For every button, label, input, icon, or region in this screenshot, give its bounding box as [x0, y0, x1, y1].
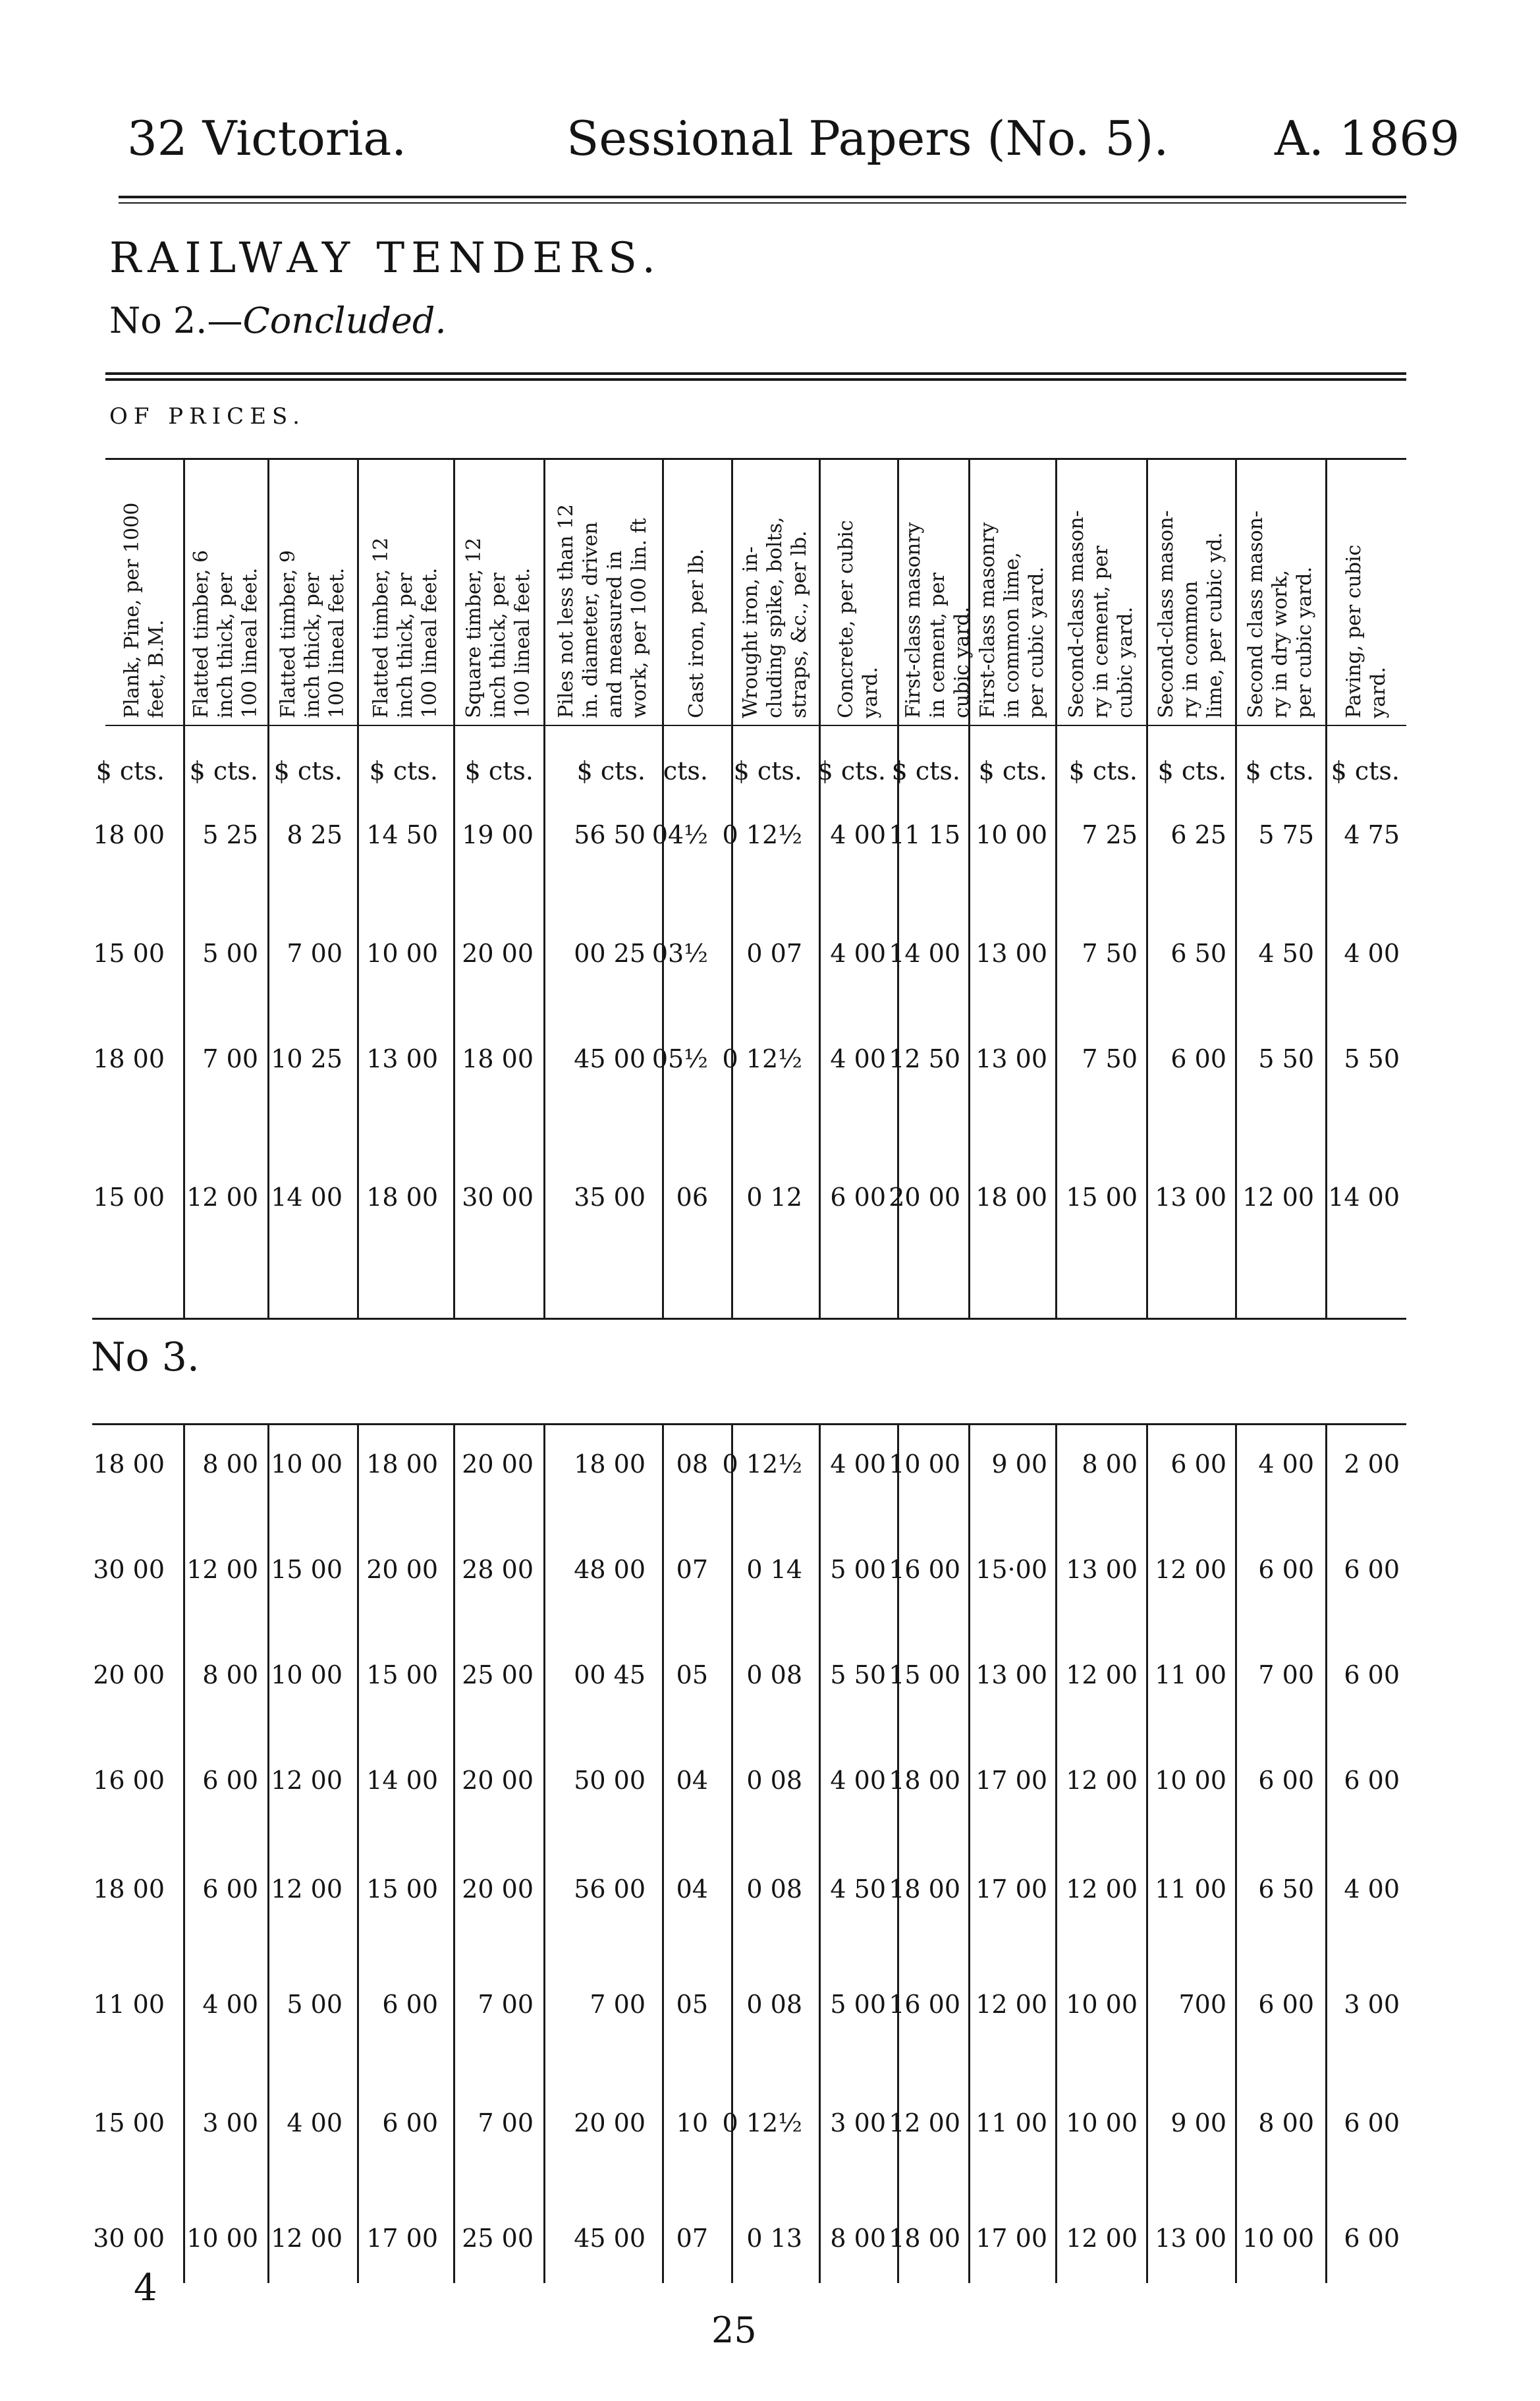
table-cell: 18 00	[93, 1875, 165, 1904]
column-header-line: feet, B.M.	[145, 619, 168, 718]
table-cell: 6 25	[1170, 820, 1226, 849]
table-cell: 35 00	[574, 1183, 646, 1212]
table-cell: 0 08	[746, 1875, 802, 1904]
table-cell: 30 00	[93, 1555, 165, 1584]
table-cell: 12 00	[1066, 2224, 1138, 2253]
table-cell: 10 00	[889, 1450, 960, 1479]
column-header-line: 100 lineal feet.	[418, 567, 441, 718]
table-cell: 6 00	[1344, 1660, 1400, 1689]
table-cell: 7 00	[478, 2108, 534, 2137]
table-cell: 25 00	[462, 1660, 534, 1689]
table-cell: 18 00	[366, 1183, 438, 1212]
table-cell: 5 00	[830, 1990, 886, 2019]
table-cell: 5 50	[1344, 1044, 1400, 1073]
table-cell: 19 00	[462, 820, 534, 849]
column-divider	[1146, 1425, 1148, 2283]
column-header-line: Cast iron, per lb.	[685, 548, 708, 718]
column-header-line: cluding spike, bolts,	[763, 517, 786, 718]
table-cell: 10 00	[1242, 2224, 1314, 2253]
table-cell: 14 00	[271, 1183, 343, 1212]
table-cell: 10 00	[186, 2224, 258, 2253]
table-cell: 7 50	[1082, 1044, 1138, 1073]
table-cell: 30 00	[93, 2224, 165, 2253]
table-cell: 6 00	[1344, 1766, 1400, 1795]
table-cell: 6 00	[202, 1766, 258, 1795]
column-header-line: Second-class mason-	[1155, 510, 1178, 718]
table-cell: 10 00	[976, 820, 1047, 849]
table-cell: 7 00	[478, 1990, 534, 2019]
column-header-line: cubic yard.	[1113, 606, 1137, 718]
table-cell: 10 00	[1066, 1990, 1138, 2019]
table-cell: 6 00	[830, 1183, 886, 1212]
column-header-line: and measured in	[603, 550, 626, 718]
table-cell: 8 00	[1082, 1450, 1138, 1479]
table-cell: 18 00	[93, 1450, 165, 1479]
column-header-line: Concrete, per cubic	[834, 520, 858, 718]
table-cell: 0 12	[746, 1183, 802, 1212]
table-cell: 10 00	[1155, 1766, 1226, 1795]
table-cell: 0 12½	[722, 1450, 802, 1479]
table-cell: 8 00	[202, 1660, 258, 1689]
column-header-line: yard.	[858, 667, 882, 718]
table-cell: 13 00	[366, 1044, 438, 1073]
table-cell: 15 00	[366, 1875, 438, 1904]
table-cell: 0 14	[746, 1555, 802, 1584]
column-header-line: in common lime,	[1000, 551, 1024, 718]
table-cell: 6 00	[1344, 2224, 1400, 2253]
table-cell: 12 00	[271, 1766, 343, 1795]
column-header-line: First-class masonry	[976, 522, 999, 718]
running-header-left: 32 Victoria.	[127, 111, 407, 166]
table-cell: 6 00	[1170, 1044, 1226, 1073]
table-cell: 12 00	[976, 1990, 1047, 2019]
column-divider	[453, 1425, 455, 2283]
column-header-line: ry in common	[1179, 580, 1202, 718]
table-cell: 4 00	[830, 820, 886, 849]
table-cell: 07	[676, 2224, 708, 2253]
table-cell: 9 00	[1170, 2108, 1226, 2137]
column-unit: $ cts.	[978, 756, 1047, 785]
column-unit: $ cts.	[273, 756, 343, 785]
table-cell: 3 00	[830, 2108, 886, 2137]
table-cell: 17 00	[976, 2224, 1047, 2253]
column-header-line: per cubic yard.	[1024, 566, 1048, 718]
column-divider	[968, 1425, 970, 2283]
table-cell: 6 00	[1258, 1990, 1314, 2019]
table-cell: 0 12½	[722, 820, 802, 849]
table-cell: 48 00	[574, 1555, 646, 1584]
column-header-line: 100 lineal feet.	[238, 567, 261, 718]
table-cell: 8 00	[202, 1450, 258, 1479]
page-subtitle: No 2.—Concluded.	[109, 300, 447, 341]
column-header-line: straps, &c., per lb.	[788, 530, 811, 718]
table-cell: 18 00	[366, 1450, 438, 1479]
table-cell: 20 00	[366, 1555, 438, 1584]
table-cell: 13 00	[1155, 2224, 1226, 2253]
table-cell: 12 00	[1066, 1766, 1138, 1795]
table-cell: 7 00	[202, 1044, 258, 1073]
table-cell: 05	[676, 1990, 708, 2019]
footer-mark: 4	[134, 2267, 157, 2309]
table-cell: 18 00	[889, 1766, 960, 1795]
column-header-line: Square timber, 12	[462, 538, 485, 718]
table-cell: 04	[676, 1766, 708, 1795]
column-header-line: inch thick, per	[213, 573, 237, 718]
table-cell: 15 00	[889, 1660, 960, 1689]
table-cell: 4 00	[830, 1044, 886, 1073]
section-3-label: No 3.	[91, 1334, 200, 1380]
table-cell: 5 00	[287, 1990, 343, 2019]
table-cell: 7 50	[1082, 939, 1138, 968]
table-cell: 15·00	[976, 1555, 1047, 1584]
table-cell: 45 00	[574, 1044, 646, 1073]
column-header-line: Wrought iron, in-	[739, 546, 762, 718]
table-cell: 18 00	[93, 820, 165, 849]
table-cell: 03½	[651, 939, 708, 968]
table-cell: 12 00	[1155, 1555, 1226, 1584]
column-header-line: inch thick, per	[487, 573, 510, 718]
table-cell: 20 00	[93, 1660, 165, 1689]
table-cell: 6 50	[1170, 939, 1226, 968]
table-cell: 12 00	[186, 1183, 258, 1212]
table-cell: 4 50	[1258, 939, 1314, 968]
table-cell: 13 00	[976, 939, 1047, 968]
table-cell: 4 00	[287, 2108, 343, 2137]
table-cell: 5 50	[830, 1660, 886, 1689]
column-header-line: Second-class mason-	[1064, 510, 1088, 718]
table-cell: 15 00	[93, 1183, 165, 1212]
table-cell: 6 00	[202, 1875, 258, 1904]
table-cell: 25 00	[462, 2224, 534, 2253]
table-cell: 2 00	[1344, 1450, 1400, 1479]
table-cell: 0 12½	[722, 2108, 802, 2137]
table-cell: 17 00	[366, 2224, 438, 2253]
table-cell: 05½	[651, 1044, 708, 1073]
table-cell: 12 50	[889, 1044, 960, 1073]
table-cell: 16 00	[93, 1766, 165, 1795]
column-header-line: Second class mason-	[1244, 510, 1267, 718]
table-cell: 16 00	[889, 1555, 960, 1584]
table-cell: 18 00	[976, 1183, 1047, 1212]
table-cell: 0 13	[746, 2224, 802, 2253]
column-header-line: in. diameter, driven	[579, 522, 602, 718]
table-cell: 12 00	[1066, 1875, 1138, 1904]
table-cell: 11 00	[1155, 1875, 1226, 1904]
column-divider	[183, 1425, 185, 2283]
table-cell: 11 00	[976, 2108, 1047, 2137]
table-cell: 4 00	[830, 939, 886, 968]
column-unit: $ cts.	[189, 756, 258, 785]
column-unit: $ cts.	[817, 756, 886, 785]
column-header-line: cubic yard.	[950, 606, 974, 718]
table-cell: 10 00	[366, 939, 438, 968]
column-divider	[731, 1425, 733, 2283]
table-cell: 0 12½	[722, 1044, 802, 1073]
table-cell: 7 25	[1082, 820, 1138, 849]
table-cell: 12 00	[271, 2224, 343, 2253]
table-cell: 0 08	[746, 1990, 802, 2019]
table-cell: 20 00	[889, 1183, 960, 1212]
column-header-line: Flatted timber, 12	[369, 537, 393, 718]
table-cell: 15 00	[93, 939, 165, 968]
table-cell: 11 00	[1155, 1660, 1226, 1689]
table-cell: 8 00	[830, 2224, 886, 2253]
table-cell: 4 00	[830, 1450, 886, 1479]
page-number: 25	[711, 2309, 757, 2351]
table-cell: 14 50	[366, 820, 438, 849]
table-cell: 20 00	[462, 939, 534, 968]
column-header-line: ry in dry work,	[1269, 569, 1292, 718]
column-unit: $ cts.	[1245, 756, 1314, 785]
table-cell: 5 00	[202, 939, 258, 968]
column-divider	[1235, 1425, 1237, 2283]
column-header-line: in cement, per	[926, 573, 949, 718]
table-cell: 4 00	[830, 1766, 886, 1795]
table-cell: 7 00	[590, 1990, 646, 2019]
table-cell: 56 00	[574, 1875, 646, 1904]
table-cell: 4 00	[202, 1990, 258, 2019]
column-header-line: inch thick, per	[393, 573, 417, 718]
table-cell: 11 15	[889, 820, 960, 849]
table-cell: 13 00	[976, 1660, 1047, 1689]
table-cell: 18 00	[462, 1044, 534, 1073]
column-unit: $ cts.	[576, 756, 646, 785]
table-cell: 08	[676, 1450, 708, 1479]
table-cell: 7 00	[287, 939, 343, 968]
column-divider	[1325, 1425, 1327, 2283]
table-cell: 8 25	[287, 820, 343, 849]
table-cell: 0 07	[746, 939, 802, 968]
table-cell: 6 00	[1258, 1766, 1314, 1795]
table-cell: 45 00	[574, 2224, 646, 2253]
column-header-line: per cubic yard.	[1293, 566, 1316, 718]
table-cell: 4 75	[1344, 820, 1400, 849]
table-cell: 0 08	[746, 1766, 802, 1795]
table-cell: 17 00	[976, 1766, 1047, 1795]
table-cell: 15 00	[271, 1555, 343, 1584]
table-cell: 7 00	[1258, 1660, 1314, 1689]
column-header-line: inch thick, per	[300, 573, 324, 718]
table-cell: 30 00	[462, 1183, 534, 1212]
table-cell: 6 00	[1170, 1450, 1226, 1479]
table-cell: 12 00	[889, 2108, 960, 2137]
table-cell: 18 00	[889, 1875, 960, 1904]
column-divider	[357, 1425, 359, 2283]
column-unit: $ cts.	[891, 756, 960, 785]
column-header-line: Plank, Pine, per 1000	[121, 502, 144, 718]
table-cell: 14 00	[889, 939, 960, 968]
table-cell: 50 00	[574, 1766, 646, 1795]
column-unit: $ cts.	[464, 756, 534, 785]
table-cell: 20 00	[574, 2108, 646, 2137]
column-unit: $ cts.	[369, 756, 438, 785]
table-cell: 12 00	[271, 1875, 343, 1904]
column-divider	[897, 1425, 899, 2283]
column-header-line: Flatted timber, 6	[189, 550, 213, 718]
table-cell: 18 00	[574, 1450, 646, 1479]
table-cell: 4 00	[1344, 939, 1400, 968]
table-cell: 05	[676, 1660, 708, 1689]
column-header-line: yard.	[1366, 667, 1390, 718]
table-cell: 00 45	[574, 1660, 646, 1689]
column-divider	[662, 1425, 664, 2283]
table-cell: 56 50	[574, 820, 646, 849]
table-cell: 14 00	[1328, 1183, 1400, 1212]
table-cell: 12 00	[186, 1555, 258, 1584]
column-divider	[267, 1425, 269, 2283]
table-cell: 10 00	[271, 1660, 343, 1689]
column-header-line: Piles not less than 12	[555, 503, 578, 718]
table-cell: 6 50	[1258, 1875, 1314, 1904]
table-cell: 18 00	[93, 1044, 165, 1073]
table-cell: 3 00	[1344, 1990, 1400, 2019]
table-cell: 18 00	[889, 2224, 960, 2253]
table-cell: 15 00	[1066, 1183, 1138, 1212]
table-cell: 9 00	[991, 1450, 1047, 1479]
table-cell: 15 00	[93, 2108, 165, 2137]
column-header-line: 100 lineal feet.	[511, 567, 534, 718]
table-cell: 5 50	[1258, 1044, 1314, 1073]
column-unit: $ cts.	[1068, 756, 1138, 785]
column-header-line: Paving, per cubic	[1342, 544, 1365, 718]
running-header-center: Sessional Papers (No. 5).	[566, 111, 1169, 166]
table-cell: 12 00	[1242, 1183, 1314, 1212]
table-cell: 0 08	[746, 1660, 802, 1689]
table-cell: 8 00	[1258, 2108, 1314, 2137]
table-cell: 12 00	[1066, 1660, 1138, 1689]
table-cell: 10 00	[271, 1450, 343, 1479]
column-divider	[819, 1425, 821, 2283]
table-cell: 13 00	[1066, 1555, 1138, 1584]
table-cell: 5 00	[830, 1555, 886, 1584]
column-header-line: ry in cement, per	[1089, 546, 1113, 718]
column-unit: cts.	[663, 756, 708, 785]
column-header-line: 100 lineal feet.	[325, 567, 348, 718]
table-cell: 04½	[651, 820, 708, 849]
column-divider	[1055, 1425, 1057, 2283]
table-cell: 6 00	[1258, 1555, 1314, 1584]
table-cell: 14 00	[366, 1766, 438, 1795]
column-unit: $ cts.	[733, 756, 802, 785]
column-unit: $ cts.	[1331, 756, 1400, 785]
table-cell: 15 00	[366, 1660, 438, 1689]
table-cell: 4 00	[1258, 1450, 1314, 1479]
table-cell: 20 00	[462, 1766, 534, 1795]
section-label: OF PRICES.	[109, 403, 306, 430]
column-unit: $ cts.	[1157, 756, 1226, 785]
table-cell: 04	[676, 1875, 708, 1904]
table-cell: 00 25	[574, 939, 646, 968]
table-cell: 10 25	[271, 1044, 343, 1073]
table-cell: 6 00	[382, 2108, 438, 2137]
table-cell: 4 50	[830, 1875, 886, 1904]
table-cell: 5 75	[1258, 820, 1314, 849]
table-cell: 17 00	[976, 1875, 1047, 1904]
table-cell: 13 00	[976, 1044, 1047, 1073]
table-cell: 5 25	[202, 820, 258, 849]
table-cell: 10 00	[1066, 2108, 1138, 2137]
column-divider	[543, 1425, 545, 2283]
table-cell: 4 00	[1344, 1875, 1400, 1904]
table-cell: 07	[676, 1555, 708, 1584]
table-cell: 20 00	[462, 1450, 534, 1479]
table-cell: 13 00	[1155, 1183, 1226, 1212]
table-cell: 16 00	[889, 1990, 960, 2019]
table-cell: 28 00	[462, 1555, 534, 1584]
column-header-line: Flatted timber, 9	[276, 550, 300, 718]
table-cell: 6 00	[1344, 2108, 1400, 2137]
table-cell: 6 00	[1344, 1555, 1400, 1584]
page-title: RAILWAY TENDERS.	[109, 234, 662, 283]
table-cell: 11 00	[93, 1990, 165, 2019]
table-cell: 20 00	[462, 1875, 534, 1904]
column-header-line: lime, per cubic yd.	[1203, 532, 1226, 718]
column-header-line: First-class masonry	[902, 522, 925, 718]
table-cell: 6 00	[382, 1990, 438, 2019]
table-cell: 06	[676, 1183, 708, 1212]
column-header-line: work, per 100 lin. ft	[628, 518, 651, 718]
table-cell: 3 00	[202, 2108, 258, 2137]
table-cell: 10	[676, 2108, 708, 2137]
table-cell: 700	[1178, 1990, 1226, 2019]
column-unit: $ cts.	[96, 756, 165, 785]
running-header-right: A. 1869	[1275, 111, 1460, 166]
